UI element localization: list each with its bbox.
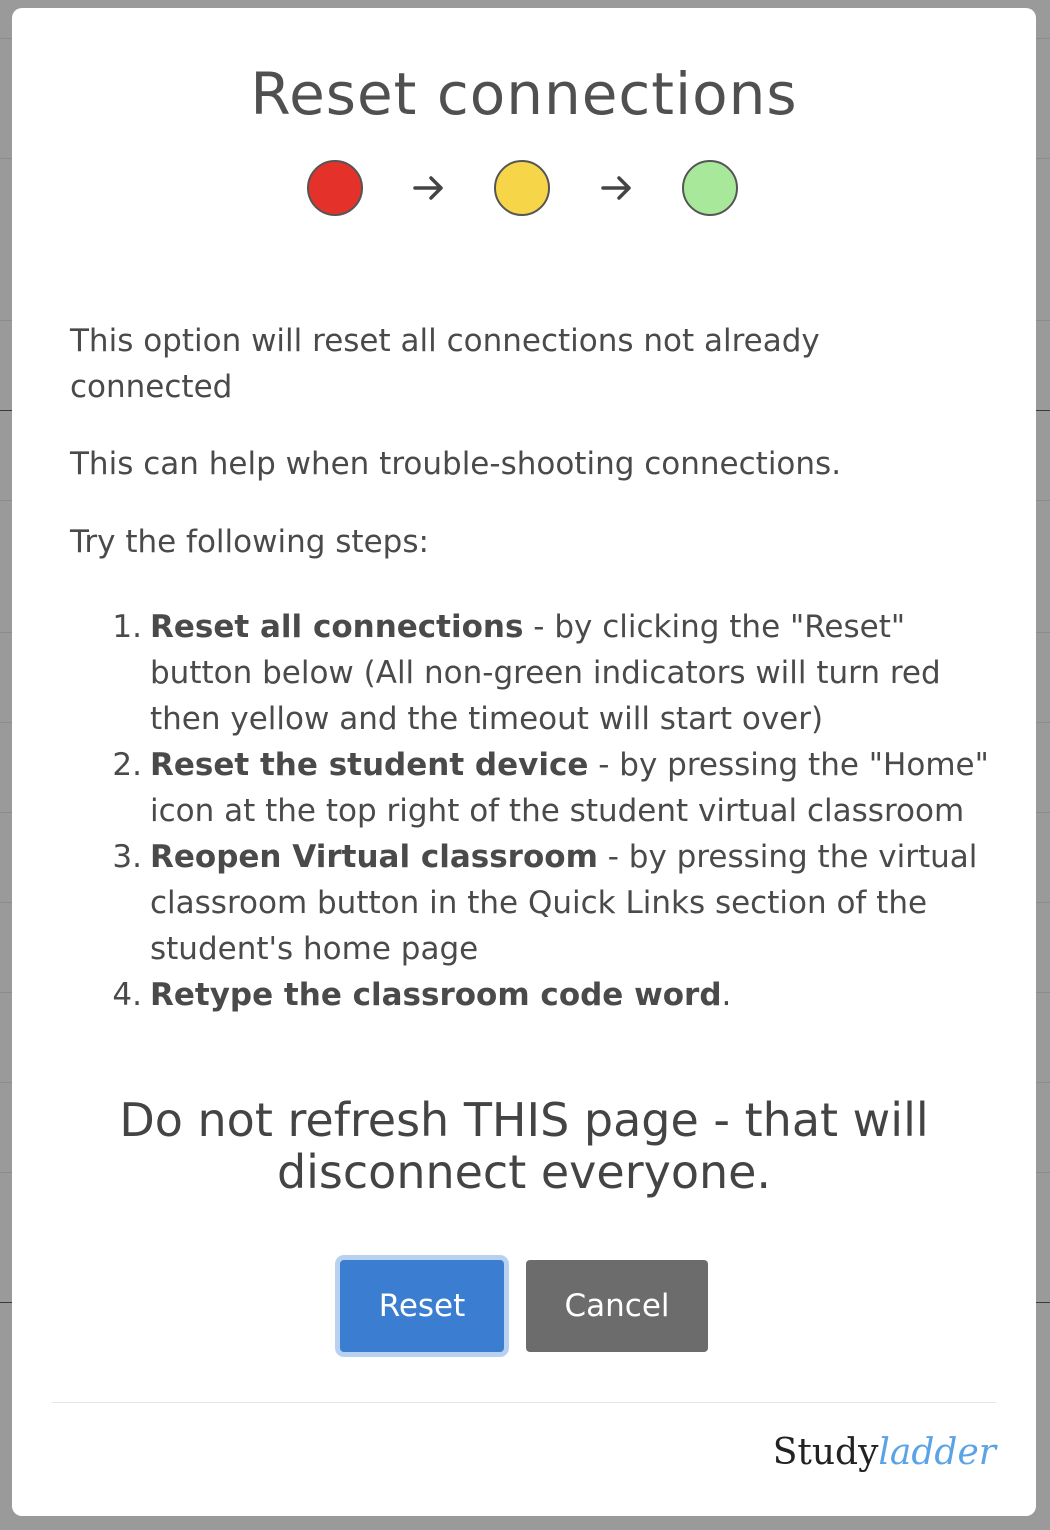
yellow-status-indicator: [494, 160, 550, 216]
step-title: Reset the student device: [150, 747, 589, 783]
footer-divider: [52, 1402, 996, 1403]
arrow-right-icon: [409, 168, 449, 208]
step-description: .: [721, 977, 732, 1013]
studyladder-logo: [773, 1432, 996, 1473]
step-title: Reset all connections: [150, 609, 524, 645]
step-number: 2.: [112, 747, 142, 783]
help-text: This can help when trouble-shooting connections.: [70, 446, 842, 482]
reset-connections-dialog: [12, 8, 1036, 1516]
step-description: - by clicking the "Reset" button below (All non-green indicators will turn red then yellow and the timeout will start over): [150, 609, 941, 737]
steps-list: [70, 604, 990, 1018]
list-item: [70, 742, 990, 834]
red-status-indicator: [307, 160, 363, 216]
step-title: Retype the classroom code word: [150, 977, 722, 1013]
cancel-button[interactable]: Cancel: [526, 1260, 708, 1352]
step-number: 1.: [112, 609, 142, 645]
refresh-warning: Do not refresh THIS page - that will disconnect everyone.: [119, 1093, 929, 1199]
logo-text-ladder: ladder: [878, 1432, 996, 1473]
step-number: 3.: [112, 839, 142, 875]
step-description: - by pressing the virtual classroom button in the Quick Links section of the student's home page: [150, 839, 978, 967]
reset-button[interactable]: Reset: [340, 1260, 504, 1352]
list-item: [70, 972, 990, 1018]
connection-status-sequence: [12, 160, 1036, 222]
dialog-title: Reset connections: [250, 60, 798, 128]
list-item: [70, 604, 990, 742]
step-number: 4.: [112, 977, 142, 1013]
steps-heading: Try the following steps:: [70, 524, 429, 560]
list-item: [70, 834, 990, 972]
intro-text: This option will reset all connections not already connected: [70, 323, 820, 405]
green-status-indicator: [682, 160, 738, 216]
step-description: - by pressing the "Home" icon at the top right of the student virtual classroom: [150, 747, 989, 829]
step-title: Reopen Virtual classroom: [150, 839, 598, 875]
logo-text-study: Study: [772, 1432, 879, 1473]
arrow-right-icon: [597, 168, 637, 208]
